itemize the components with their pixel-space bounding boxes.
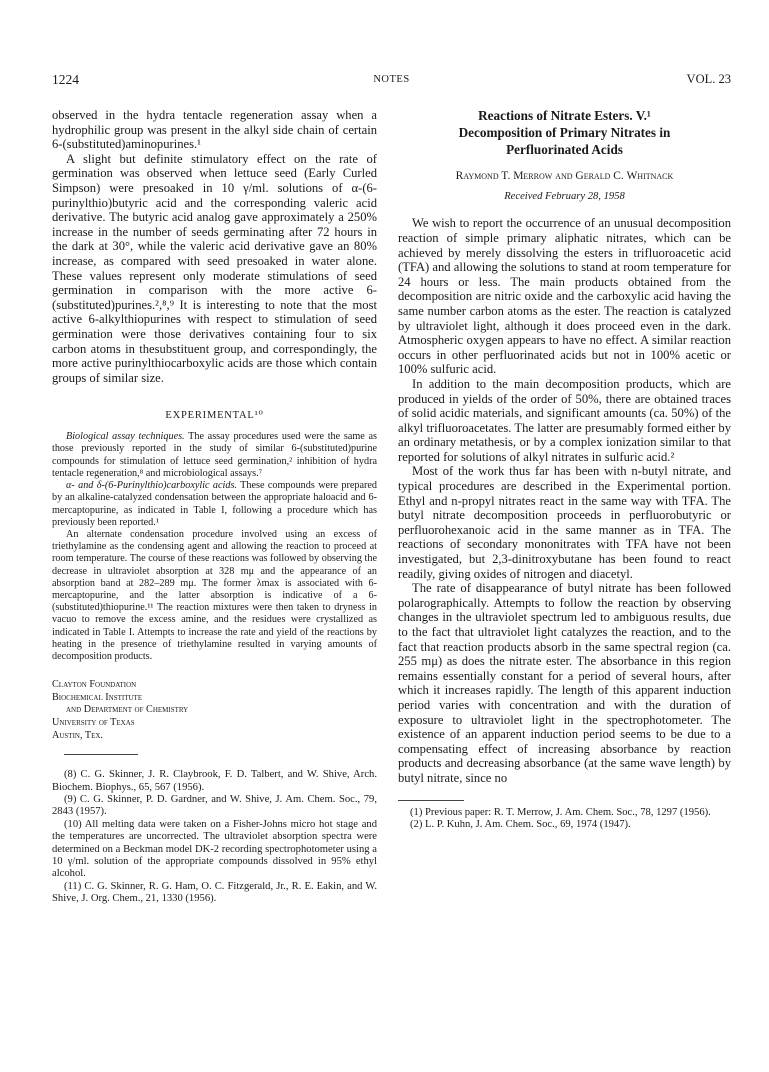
left-paragraph-1: observed in the hydra tentacle regeneration assay when a hydrophilic group was present in the alkyl side chain of certain 6-(substituted)aminopurines.¹ [52,108,377,152]
left-paragraph-2: A slight but definite stimulatory effect on the rate of germination was observed when lettuce seed (Early Curled Simpson) were presoaked in 10 γ/ml. solutions of α-(6-purinylthio)butyric acid and the corresponding valeric acid derivative. The butyric acid analog gave approximately a 250% increase in the number of seeds germinating after 72 hours in the dark at 30°, while the valeric acid derivative gave an 80% increase, as compared with seed presoaked in water alone. These values represent only moderate stimulations of seed germination in comparison with the more active 6-(substituted)purines.²,⁸,⁹ It is interesting to note that the most active 6-alkylthiopurines with respect to stimulation of seed germination were those derivatives containing four to six carbon atoms in thesubstituent group, and correspondingly, the more active purinylthiocarboxylic acids are those which contain groups of similar size. [52,151,377,385]
affiliation-line-1: Clayton Foundation [52,679,137,691]
footnote-2: (2) L. P. Kuhn, J. Am. Chem. Soc., 69, 1974 (1947). [410,818,631,830]
page-number: 1224 [52,72,79,87]
running-header [52,72,731,92]
left-footnotes [52,769,377,905]
experimental-paragraph-2 [52,480,377,529]
received-date: Received February 28, 1958 [504,191,625,203]
right-paragraph-4: The rate of disappearance of butyl nitrate has been followed polarographically. Attempts to follow the reaction by observing changes in the ultraviolet spectrum led to ambiguous results, due to the fact that ultraviolet light catalyzes the reaction, and to the fact that reaction products absorb in the same spectral region (ca. 255 mμ) as does the nitrate ester. The absorbance in this region remains essentially constant for a period of several hours, after which it increases rapidly. The length of this apparent induction period varies with concentration and with the duration of exposure to ultraviolet light in the spectrophotometer. The existence of an apparent induction period seems to be due to a compensating effect of increasing absorbance by reaction products and decreasing absorbance (at the same wave length) by butyl nitrate, since no [398,581,731,785]
volume-label: VOL. 23 [686,72,731,86]
experimental-paragraph-1 [52,431,377,480]
right-paragraph-3: Most of the work thus far has been with n-butyl nitrate, and typical procedures are described in the Experimental portion. Ethyl and n-propyl nitrates react in the same way with TFA. The butyl nitrate decomposition proceeds in perfluorobutyric or perfluorohexanoic acid in the same manner as in TFA. The reactions of secondary mononitrates with TFA have not been investigated, but 2,3-dinitroxybutane has been found to react readily, giving oxides of nitrogen and diacetyl. [398,464,731,581]
section-label: NOTES [373,74,410,85]
affiliation-line-3: and Department of Chemistry [66,704,189,716]
right-footnote-divider [398,800,464,801]
affiliation-line-5: Austin, Tex. [52,729,103,741]
right-column [398,108,731,831]
footnote-10: (10) All melting data were taken on a Fisher-Johns micro hot stage and the temperatures are uncorrected. The ultraviolet absorption spectra were determined on a Beckman model DK-2 recording spectrophotometer using a 10 γ/ml. solution of the appropriate compounds dissolved in 95% ethyl alcohol. [52,818,377,880]
right-paragraph-2: In addition to the main decomposition products, which are produced in yields of the order of 50%, there are obtained traces of solid acidic materials, and significant amounts (ca. 50%) of the alkyl trifluoroacetates. The latter are presumably formed either by an ordinary metathesis, or by a complex ionization similar to that reported for solutions of alkyl nitrates in sulfuric acid.² [398,376,731,464]
affiliation-line-2: Biochemical Institute [52,691,143,703]
left-column [52,108,377,906]
experimental-label-1: Biological assay techniques. [66,431,185,443]
experimental-text-1: The assay procedures used were the same as those previously reported in the study of similar 6-(substituted)purine compounds for stimulation of lettuce seed germination,² inhibition of hydra tentacle regeneration,⁸ and microbiological assays.⁷ [52,431,377,479]
right-footnotes [398,807,731,832]
right-paragraph-1: We wish to report the occurrence of an unusual decomposition reaction of simple primary aliphatic nitrates, which can be achieved by merely dissolving the esters in trifluoroacetic acid (TFA) and allowing the solutions to stand at room temperature for 24 hours or less. The main products obtained from the decomposition are nitric oxide and the carboxylic acid having the same number carbon atoms as the ester. The reaction is catalyzed by ultraviolet light, although it does proceed even in the dark. Atmospheric oxygen appears to have no effect. A similar reaction occurs in other perfluorinated acids but not in 100% acetic or 100% sulfuric acid. [398,216,731,377]
footnote-divider [64,754,138,755]
affiliation-block [52,679,377,742]
affiliation-line-4: University of Texas [52,716,135,728]
article-authors: Raymond T. Merrow and Gerald C. Whitnack [455,170,674,183]
experimental-text-2: These compounds were prepared by an alkaline-catalyzed condensation between the appropriate haloacid and 6-mercaptopurine, as indicated in Table I, following a procedure which has previously been reported.¹ [52,480,377,528]
footnote-1: (1) Previous paper: R. T. Merrow, J. Am. Chem. Soc., 78, 1297 (1956). [410,806,711,818]
experimental-paragraph-3: An alternate condensation procedure involved using an excess of triethylamine as the condensing agent and allowing the reaction to proceed at room temperature. The course of these reactions was followed by observing the decrease in ultraviolet absorption at 328 mμ and the appearance of an absorption band at 282–289 mμ. The former λmax is associated with 6-mercaptopurine, and the latter absorption is indicative of a 6-(substituted)thiopurine.¹¹ The reaction mixtures were then taken to dryness in vacuo to remove the excess amine, and the residues were crystallized as indicated in Table I. Attempts to increase the rate and yield of the reactions by heating in the presence of triethylamine resulted in varying amounts of decomposition products. [52,528,377,662]
article-title [398,108,731,158]
title-line-2: Decomposition of Primary Nitrates in [458,124,671,140]
title-line-1: Reactions of Nitrate Esters. V.¹ [478,108,651,123]
experimental-heading: EXPERIMENTAL¹⁰ [165,410,264,422]
footnote-11: (11) C. G. Skinner, R. G. Ham, O. C. Fitzgerald, Jr., R. E. Eakin, and W. Shive, J. Org. Chem., 21, 1330 (1956). [52,880,377,905]
footnote-8: (8) C. G. Skinner, J. R. Claybrook, F. D. Talbert, and W. Shive, Arch. Biochem. Biophys., 65, 567 (1956). [52,769,377,793]
experimental-label-2: α- and δ-(6-Purinylthio)carboxylic acids. [66,480,237,492]
title-line-3: Perfluorinated Acids [506,141,623,157]
footnote-9: (9) C. G. Skinner, P. D. Gardner, and W. Shive, J. Am. Chem. Soc., 79, 2843 (1957). [52,793,377,818]
